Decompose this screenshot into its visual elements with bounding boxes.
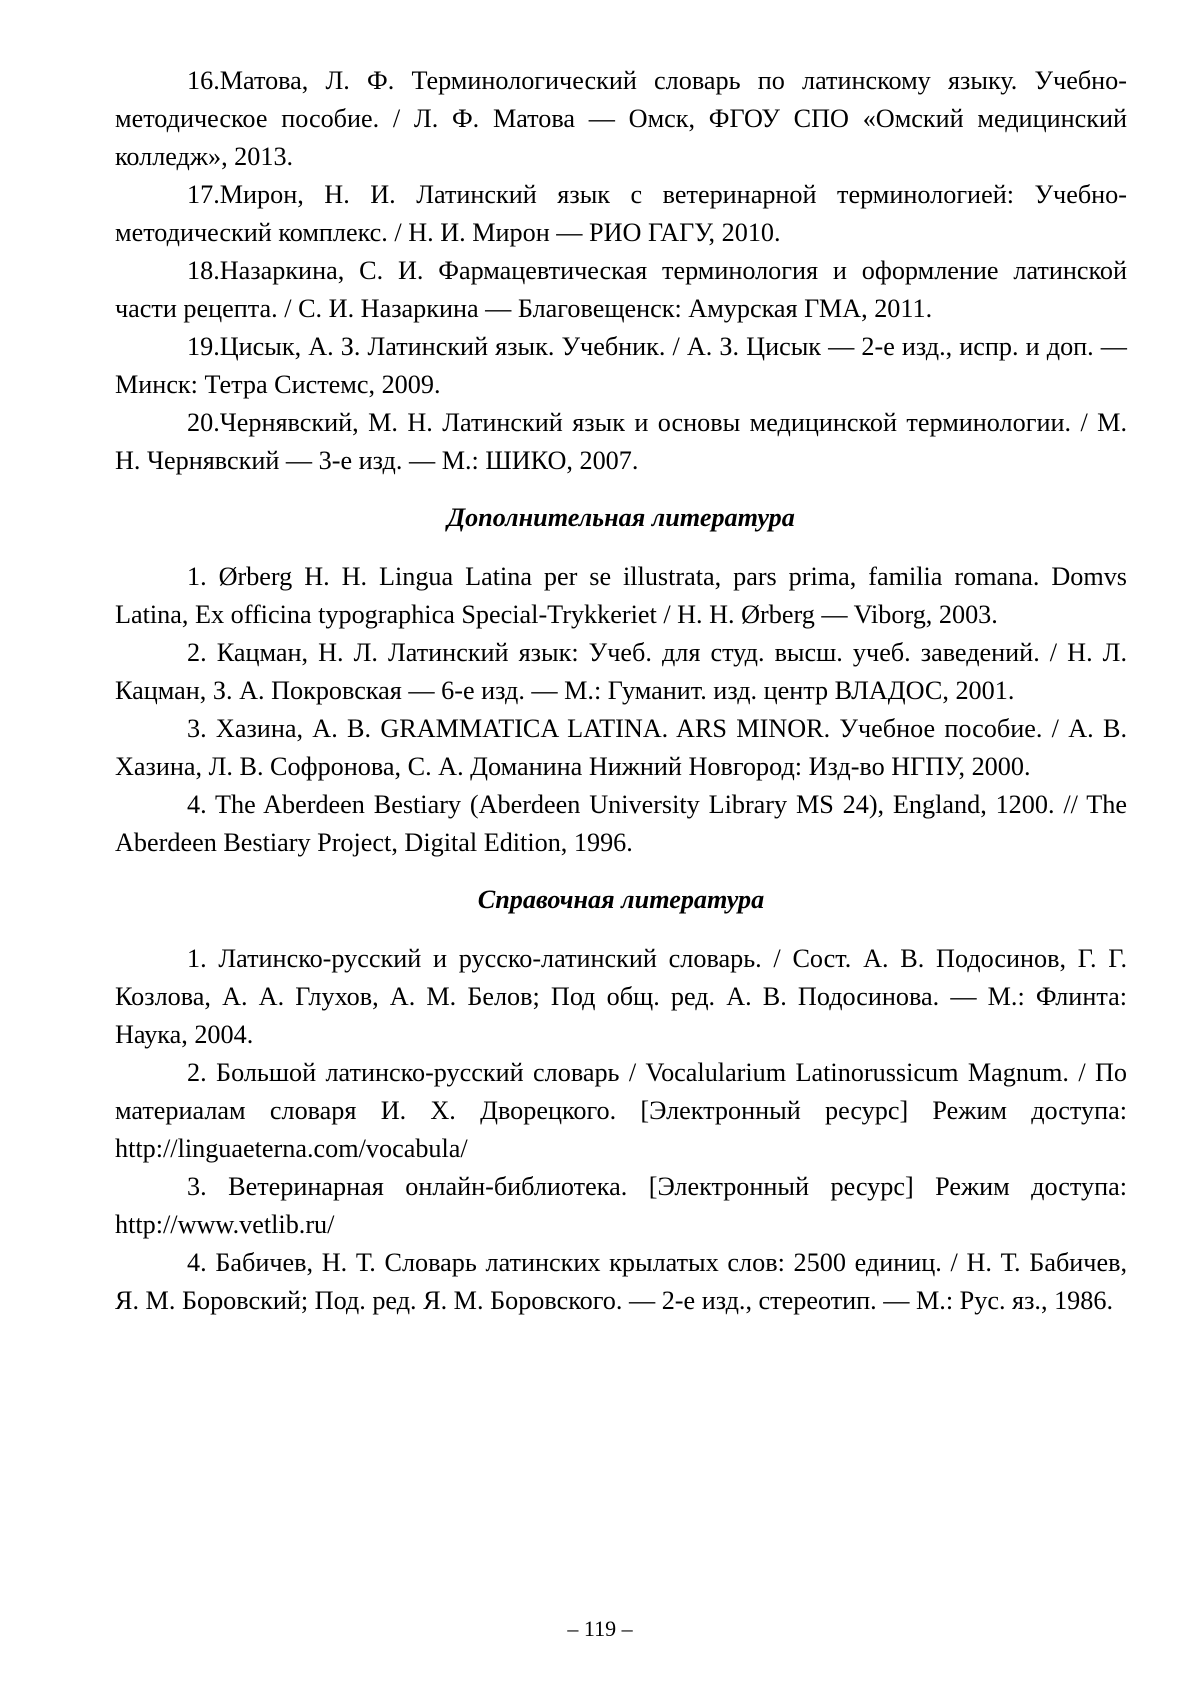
spacer	[115, 919, 1127, 940]
list-item: 4. The Aberdeen Bestiary (Aberdeen University Library MS 24), England, 1200. // The Aberdeen Bestiary Project, Digital Edition, 1996.	[115, 790, 1127, 857]
page-content	[115, 62, 1127, 1320]
main-bibliography-list	[115, 62, 1127, 480]
page-number: – 119 –	[567, 1616, 633, 1641]
spacer	[115, 537, 1127, 558]
list-item: 3. Хазина, А. В. GRAMMATICA LATINA. ARS MINOR. Учебное пособие. / А. В. Хазина, Л. В. Софронова, С. А. Доманина Нижний Новгород: Изд-во НГПУ, 2000.	[115, 714, 1127, 781]
spacer	[115, 480, 1127, 499]
list-item: 16.Матова, Л. Ф. Терминологический словарь по латинскому языку. Учебно-методическое пособие. / Л. Ф. Матова — Омск, ФГОУ СПО «Омский медицинский колледж», 2013.	[115, 66, 1127, 171]
list-item: 18.Назаркина, С. И. Фармацевтическая терминология и оформление латинской части рецепта. / С. И. Назаркина — Благовещенск: Амурская ГМА, 2011.	[115, 256, 1127, 323]
list-item: 20.Чернявский, М. Н. Латинский язык и основы медицинской терминологии. / М. Н. Чернявский — 3-е изд. — М.: ШИКО, 2007.	[115, 408, 1127, 475]
reference-literature-list	[115, 940, 1127, 1320]
list-item: 17.Мирон, Н. И. Латинский язык с ветеринарной терминологией: Учебно-методический комплекс. / Н. И. Мирон — РИО ГАГУ, 2010.	[115, 180, 1127, 247]
spacer	[115, 862, 1127, 881]
list-item: 2. Кацман, Н. Л. Латинский язык: Учеб. для студ. высш. учеб. заведений. / Н. Л. Кацман, З. А. Покровская — 6-е изд. — М.: Гуманит. изд. центр ВЛАДОС, 2001.	[115, 638, 1127, 705]
list-item: 3. Ветеринарная онлайн-библиотека. [Электронный ресурс] Режим доступа: http://www.vetlib.ru/	[115, 1172, 1127, 1239]
list-item: 2. Большой латинско-русский словарь / Vocalularium Latinorussicum Magnum. / По материалам словаря И. Х. Дворецкого. [Электронный ресурс] Режим доступа: http://linguaeterna.com/vocabula/	[115, 1058, 1127, 1163]
reference-literature-heading: Справочная литература	[477, 885, 765, 914]
additional-literature-list	[115, 558, 1127, 862]
list-item: 4. Бабичев, Н. Т. Словарь латинских крылатых слов: 2500 единиц. / Н. Т. Бабичев, Я. М. Боровский; Под. ред. Я. М. Боровского. — 2-е изд., стереотип. — М.: Рус. яз., 1986.	[115, 1248, 1127, 1315]
list-item: 19.Цисык, А. З. Латинский язык. Учебник. / А. З. Цисык — 2-е изд., испр. и доп. — Минск: Тетра Системс, 2009.	[115, 332, 1127, 399]
list-item: 1. Латинско-русский и русско-латинский словарь. / Сост. А. В. Подосинов, Г. Г. Козлова, А. А. Глухов, А. М. Белов; Под общ. ред. А. В. Подосинова. — М.: Флинта: Наука, 2004.	[115, 944, 1127, 1049]
additional-literature-heading: Дополнительная литература	[447, 503, 795, 532]
list-item: 1. Ørberg H. H. Lingua Latina per se illustrata, pars prima, familia romana. Domvs Latina, Ex officina typographica Special-Trykkeriet / H. H. Ørberg — Viborg, 2003.	[115, 562, 1127, 629]
